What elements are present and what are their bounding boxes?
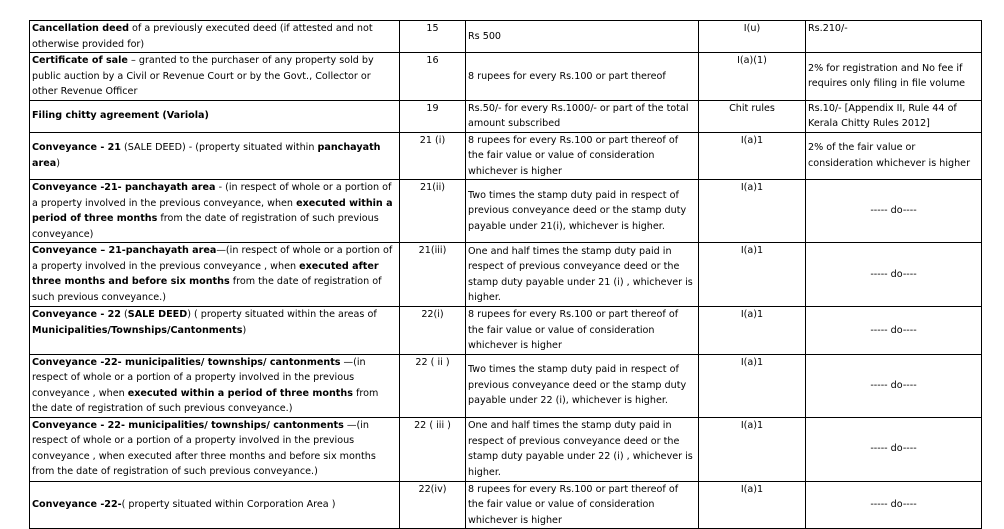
article-cell: 21 (i) (400, 132, 466, 180)
description-text: —(in respect of whole or a portion of a property involved in the previous conveyance , when (32, 245, 393, 272)
description-bold-text: Conveyance - 22- municipalities/ townships/ cantonments (32, 419, 344, 431)
description-bold-text: Cancellation deed (32, 23, 129, 34)
description-text: from the date of registration of such previous conveyance.) (32, 276, 382, 303)
registration-fee-cell: 2% of the fair value or consideration whichever is higher (806, 132, 982, 180)
description-text: ( property situated within Corporation Area ) (121, 499, 336, 510)
description-cell (30, 417, 400, 481)
table-body (30, 21, 982, 529)
registration-article-cell: I(a)(1) (699, 53, 806, 101)
description-bold-text: executed within a period of three months (127, 387, 353, 399)
registration-article-cell: I(a)1 (699, 243, 806, 307)
description-bold-text: executed after three months and before six months (32, 260, 379, 287)
stamp-duty-cell: Rs 500 (466, 21, 699, 53)
description-cell (30, 53, 400, 101)
table-row (30, 21, 982, 53)
table-row (30, 417, 982, 481)
description-cell (30, 481, 400, 529)
description-bold-text: SALE DEED (127, 309, 188, 320)
table-row (30, 354, 982, 417)
description-text: ) (56, 157, 60, 169)
article-cell: 21(ii) (400, 180, 466, 243)
registration-fee-cell: ----- do---- (806, 180, 982, 243)
registration-article-cell: I(a)1 (699, 180, 806, 243)
table-row (30, 307, 982, 355)
article-cell: 19 (400, 100, 466, 132)
stamp-duty-cell: 8 rupees for every Rs.100 or part thereof of the fair value or value of consideration whichever is higher (466, 307, 699, 355)
description-text: of a previously executed deed (if attested and not otherwise provided for) (32, 23, 373, 50)
description-bold-text: Certificate of sale (32, 55, 128, 66)
registration-article-cell: I(a)1 (699, 481, 806, 529)
article-cell: 22(i) (400, 307, 466, 355)
registration-article-cell: I(a)1 (699, 417, 806, 481)
stamp-duty-table (29, 20, 982, 529)
table-row (30, 481, 982, 529)
description-bold-text: Municipalities/Townships/Cantonments (32, 324, 243, 336)
description-cell (30, 307, 400, 355)
table-row (30, 53, 982, 101)
description-cell (30, 243, 400, 307)
registration-fee-cell: Rs.10/- [Appendix II, Rule 44 of Kerala Chitty Rules 2012] (806, 100, 982, 132)
description-text: ) ( property situated within the areas of (187, 309, 377, 320)
table-row (30, 100, 982, 132)
description-bold-text: Conveyance - 22 (32, 309, 121, 320)
stamp-duty-cell: One and half times the stamp duty paid in respect of previous conveyance deed or the stamp duty payable under 22 (i) , whichever is higher. (466, 417, 699, 481)
stamp-duty-cell: Two times the stamp duty paid in respect of previous conveyance deed or the stamp duty payable under 22 (i), whichever is higher. (466, 354, 699, 417)
registration-article-cell: Chit rules (699, 100, 806, 132)
description-bold-text: Conveyance – 21-panchayath area (32, 245, 217, 256)
table-row (30, 243, 982, 307)
registration-fee-cell: ----- do---- (806, 243, 982, 307)
article-cell: 15 (400, 21, 466, 53)
table-row (30, 180, 982, 243)
registration-article-cell: I(u) (699, 21, 806, 53)
registration-fee-cell: ----- do---- (806, 354, 982, 417)
description-bold-text: Conveyance -21- panchayath area (32, 182, 216, 193)
description-bold-text: Conveyance - 21 (32, 142, 121, 154)
description-text: from the date of registration of such previous conveyance) (32, 213, 379, 240)
description-cell (30, 100, 400, 132)
description-text: from the date of registration of such previous conveyance.) (32, 387, 379, 414)
registration-article-cell: I(a)1 (699, 354, 806, 417)
description-bold-text: executed within a period of three months (32, 197, 393, 224)
stamp-duty-cell: Two times the stamp duty paid in respect of previous conveyance deed or the stamp duty payable under 21(i), whichever is higher. (466, 180, 699, 243)
registration-fee-cell: ----- do---- (806, 307, 982, 355)
registration-fee-cell: ----- do---- (806, 417, 982, 481)
article-cell: 22 ( ii ) (400, 354, 466, 417)
description-bold-text: panchayath area (32, 142, 381, 169)
description-text: —(in respect of whole or a portion of a property involved in the previous conveyance , when executed after three months and before six months from the date of registration of such previous conveyance.) (32, 419, 376, 477)
registration-article-cell: I(a)1 (699, 132, 806, 180)
description-text: —(in respect of whole or a portion of a property involved in the previous conveyance , when (32, 356, 366, 399)
article-cell: 22 ( iii ) (400, 417, 466, 481)
description-cell (30, 132, 400, 180)
description-text: (SALE DEED) - (property situated within (121, 142, 318, 154)
article-cell: 21(iii) (400, 243, 466, 307)
stamp-duty-cell: Rs.50/- for every Rs.1000/- or part of the total amount subscribed (466, 100, 699, 132)
description-bold-text: Conveyance -22- (32, 499, 122, 510)
description-cell (30, 21, 400, 53)
description-cell (30, 354, 400, 417)
registration-article-cell: I(a)1 (699, 307, 806, 355)
description-text: ) (242, 324, 247, 336)
registration-fee-cell: Rs.210/- (806, 21, 982, 53)
description-text: ( (121, 309, 128, 320)
registration-fee-cell: ----- do---- (806, 481, 982, 529)
description-bold-text: Conveyance -22- municipalities/ townships/ cantonments (32, 356, 341, 368)
description-cell (30, 180, 400, 243)
description-bold-text: Filing chitty agreement (Variola) (32, 110, 209, 122)
stamp-duty-cell: One and half times the stamp duty paid in respect of previous conveyance deed or the stamp duty payable under 21 (i) , whichever is higher. (466, 243, 699, 307)
description-text: - (in respect of whole or a portion of a property involved in the previous conveyance, when (32, 182, 392, 209)
stamp-duty-cell: 8 rupees for every Rs.100 or part thereof of the fair value or value of consideration whichever is higher (466, 132, 699, 180)
registration-fee-cell: 2% for registration and No fee if requires only filing in file volume (806, 53, 982, 101)
article-cell: 16 (400, 53, 466, 101)
stamp-duty-cell: 8 rupees for every Rs.100 or part thereof (466, 53, 699, 101)
description-text: – granted to the purchaser of any property sold by public auction by a Civil or Revenue Court or by the Govt., Collector or other Revenue Officer (32, 55, 374, 97)
table-row (30, 132, 982, 180)
article-cell: 22(iv) (400, 481, 466, 529)
stamp-duty-cell: 8 rupees for every Rs.100 or part thereof of the fair value or value of consideration whichever is higher (466, 481, 699, 529)
